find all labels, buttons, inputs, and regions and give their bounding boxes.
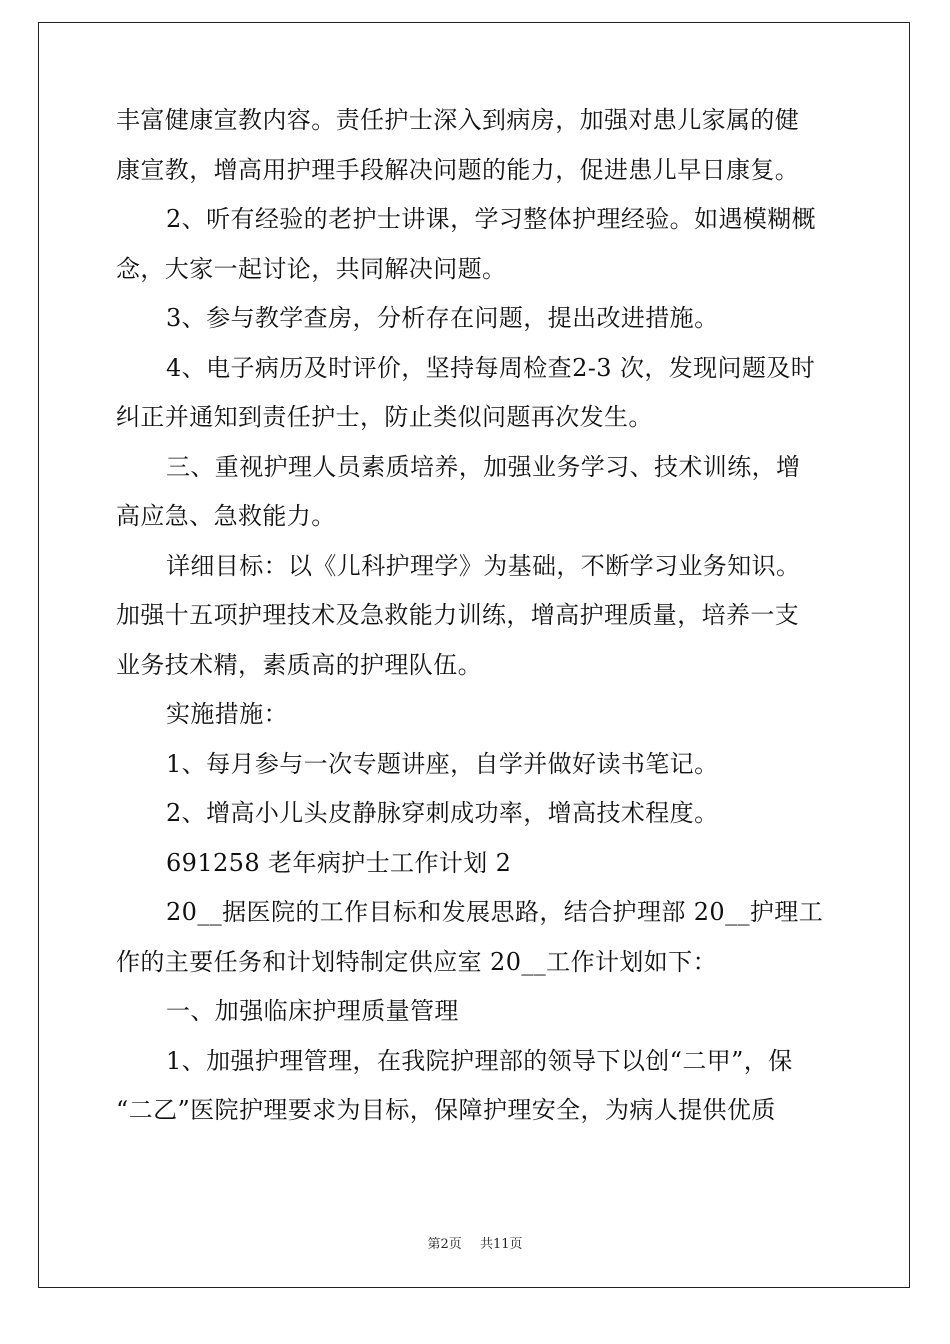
text-line: 20__据医院的工作目标和发展思路，结合护理部 20__护理工 <box>166 898 824 926</box>
text-line: 高应急、急救能力。 <box>116 502 336 530</box>
section-heading: 一、加强临床护理质量管理 <box>166 997 459 1025</box>
text-line: 加强十五项护理技术及急救能力训练，增高护理质量，培养一支 <box>116 601 800 629</box>
text-line: 纠正并通知到责任护士，防止类似问题再次发生。 <box>116 403 653 431</box>
document-body <box>116 96 844 1136</box>
text-line: 2、增高小儿头皮静脉穿刺成功率，增高技术程度。 <box>166 799 719 827</box>
section-title: 691258 老年病护士工作计划 2 <box>166 848 512 877</box>
text-line: 康宣教，增高用护理手段解决问题的能力，促进患儿早日康复。 <box>116 155 800 184</box>
page-number-current: 第2页 <box>427 1237 462 1252</box>
page-number-total: 共11页 <box>479 1237 523 1252</box>
text-line: 业务技术精，素质高的护理队伍。 <box>116 650 482 679</box>
text-line: 念，大家一起讨论，共同解决问题。 <box>116 254 507 283</box>
text-line: “二乙”医院护理要求为目标，保障护理安全，为病人提供优质 <box>116 1096 776 1124</box>
text-line: 作的主要任务和计划特制定供应室 20__工作计划如下： <box>116 947 717 976</box>
text-line: 1、每月参与一次专题讲座，自学并做好读书笔记。 <box>166 749 719 778</box>
text-line: 4、电子病历及时评价，坚持每周检查2-3 次，发现问题及时 <box>166 353 816 382</box>
section-heading: 实施措施： <box>166 700 288 728</box>
page-footer <box>0 1233 950 1252</box>
text-line: 丰富健康宣教内容。责任护士深入到病房，加强对患儿家属的健 <box>116 106 800 134</box>
text-line: 三、重视护理人员素质培养，加强业务学习、技术训练，增 <box>166 452 801 481</box>
text-line: 2、听有经验的老护士讲课，学习整体护理经验。如遇模糊概 <box>166 205 817 233</box>
text-line: 详细目标：以《儿科护理学》为基础，不断学习业务知识。 <box>166 551 801 580</box>
text-line: 3、参与教学查房，分析存在问题，提出改进措施。 <box>166 304 719 332</box>
text-line: 1、加强护理管理，在我院护理部的领导下以创“二甲”，保 <box>166 1046 793 1075</box>
